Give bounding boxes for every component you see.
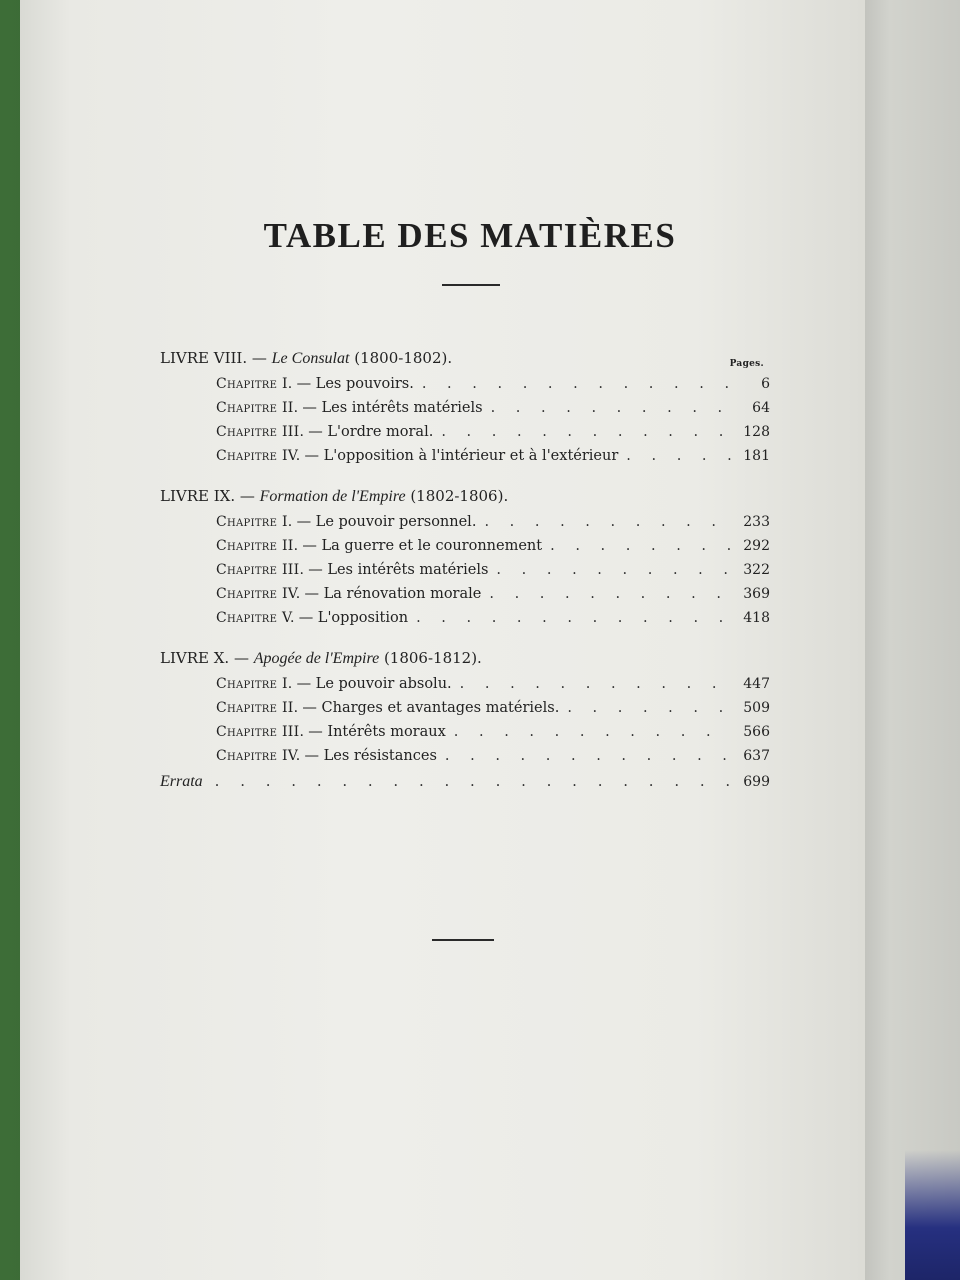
chapter-title: — Les résistances bbox=[304, 748, 437, 764]
chapter-number: Chapitre V. bbox=[216, 610, 295, 626]
errata-label: Errata bbox=[160, 773, 203, 790]
table-of-contents bbox=[160, 210, 770, 794]
chapter-number: Chapitre II. bbox=[216, 700, 299, 716]
chapter-page: 447 bbox=[743, 676, 770, 692]
livre-dates: (1806-1812). bbox=[379, 649, 482, 667]
errata-entry bbox=[160, 768, 770, 794]
leader-dots bbox=[483, 396, 732, 420]
leader-dots bbox=[542, 534, 732, 558]
chapter-entry bbox=[160, 420, 770, 444]
chapter-entry bbox=[160, 582, 770, 606]
livre-heading bbox=[160, 344, 770, 372]
chapter-number: Chapitre I. bbox=[216, 376, 293, 392]
adjacent-page-edge bbox=[860, 0, 960, 1280]
chapter-page: 128 bbox=[743, 424, 770, 440]
chapter-title: — L'opposition bbox=[298, 610, 409, 626]
title-rule bbox=[442, 284, 500, 286]
page-title: TABLE DES MATIÈRES bbox=[263, 216, 677, 255]
errata-page: 699 bbox=[743, 774, 770, 790]
chapter-page: 6 bbox=[761, 376, 770, 392]
chapter-number: Chapitre II. bbox=[216, 400, 299, 416]
livre-theme: Le Consulat bbox=[271, 350, 350, 367]
chapter-entry bbox=[160, 744, 770, 768]
chapter-entry bbox=[160, 558, 770, 582]
chapter-entry bbox=[160, 672, 770, 696]
closing-rule bbox=[432, 939, 494, 941]
chapter-title: — L'opposition à l'intérieur et à l'extérieur bbox=[304, 448, 619, 464]
leader-dots bbox=[488, 558, 732, 582]
chapter-entry bbox=[160, 396, 770, 420]
chapter-page: 369 bbox=[743, 586, 770, 602]
leader-dots bbox=[559, 696, 732, 720]
chapter-title: — La rénovation morale bbox=[304, 586, 482, 602]
leader-dots bbox=[414, 372, 732, 396]
chapter-entry bbox=[160, 372, 770, 396]
chapter-page: 233 bbox=[743, 514, 770, 530]
chapter-entry bbox=[160, 510, 770, 534]
chapter-page: 322 bbox=[743, 562, 770, 578]
chapter-number: Chapitre IV. bbox=[216, 748, 301, 764]
leader-dots bbox=[433, 420, 732, 444]
chapter-title: — Le pouvoir absolu. bbox=[296, 676, 452, 692]
chapter-page: 509 bbox=[743, 700, 770, 716]
livre-heading bbox=[160, 482, 770, 510]
chapter-number: Chapitre II. bbox=[216, 538, 299, 554]
chapter-number: Chapitre III. bbox=[216, 424, 305, 440]
leader-dots bbox=[476, 510, 732, 534]
chapter-title: — L'ordre moral. bbox=[308, 424, 434, 440]
chapter-title: — Le pouvoir personnel. bbox=[296, 514, 477, 530]
leader-dots bbox=[408, 606, 732, 630]
livre-label: LIVRE X. — bbox=[160, 649, 254, 667]
chapter-entry bbox=[160, 444, 770, 468]
chapter-entry bbox=[160, 606, 770, 630]
chapter-entry bbox=[160, 720, 770, 744]
chapter-page: 418 bbox=[743, 610, 770, 626]
livre-theme: Formation de l'Empire bbox=[259, 488, 406, 505]
chapter-entry bbox=[160, 534, 770, 558]
chapter-number: Chapitre I. bbox=[216, 676, 293, 692]
livre-theme: Apogée de l'Empire bbox=[253, 650, 380, 667]
chapter-entry bbox=[160, 696, 770, 720]
livre-label: LIVRE VIII. — bbox=[160, 349, 272, 367]
chapter-title: — La guerre et le couronnement bbox=[302, 538, 543, 554]
livre-heading bbox=[160, 644, 770, 672]
leader-dots bbox=[481, 582, 732, 606]
chapter-title: — Les pouvoirs. bbox=[296, 376, 414, 392]
chapter-number: Chapitre IV. bbox=[216, 448, 301, 464]
leader-dots bbox=[452, 672, 732, 696]
livre-label: LIVRE IX. — bbox=[160, 487, 260, 505]
chapter-page: 64 bbox=[752, 400, 770, 416]
chapter-page: 566 bbox=[743, 724, 770, 740]
livre-dates: (1800-1802). bbox=[349, 349, 453, 367]
book-cover-edge bbox=[905, 1150, 960, 1280]
chapter-number: Chapitre III. bbox=[216, 724, 305, 740]
chapter-title: — Charges et avantages matériels. bbox=[302, 700, 560, 716]
chapter-number: Chapitre I. bbox=[216, 514, 293, 530]
chapter-page: 637 bbox=[743, 748, 770, 764]
chapter-title: — Les intérêts matériels bbox=[302, 400, 483, 416]
leader-dots bbox=[437, 744, 732, 768]
chapter-number: Chapitre III. bbox=[216, 562, 305, 578]
livre-dates: (1802-1806). bbox=[405, 487, 509, 505]
leader-dots bbox=[446, 720, 732, 744]
chapter-number: Chapitre IV. bbox=[216, 586, 301, 602]
leader-dots bbox=[203, 768, 732, 794]
chapter-page: 292 bbox=[743, 538, 770, 554]
chapter-page: 181 bbox=[743, 448, 770, 464]
pages-column-label: Pages. bbox=[729, 359, 764, 369]
chapter-title: — Intérêts moraux bbox=[308, 724, 446, 740]
chapter-title: — Les intérêts matériels bbox=[308, 562, 489, 578]
leader-dots bbox=[618, 444, 732, 468]
